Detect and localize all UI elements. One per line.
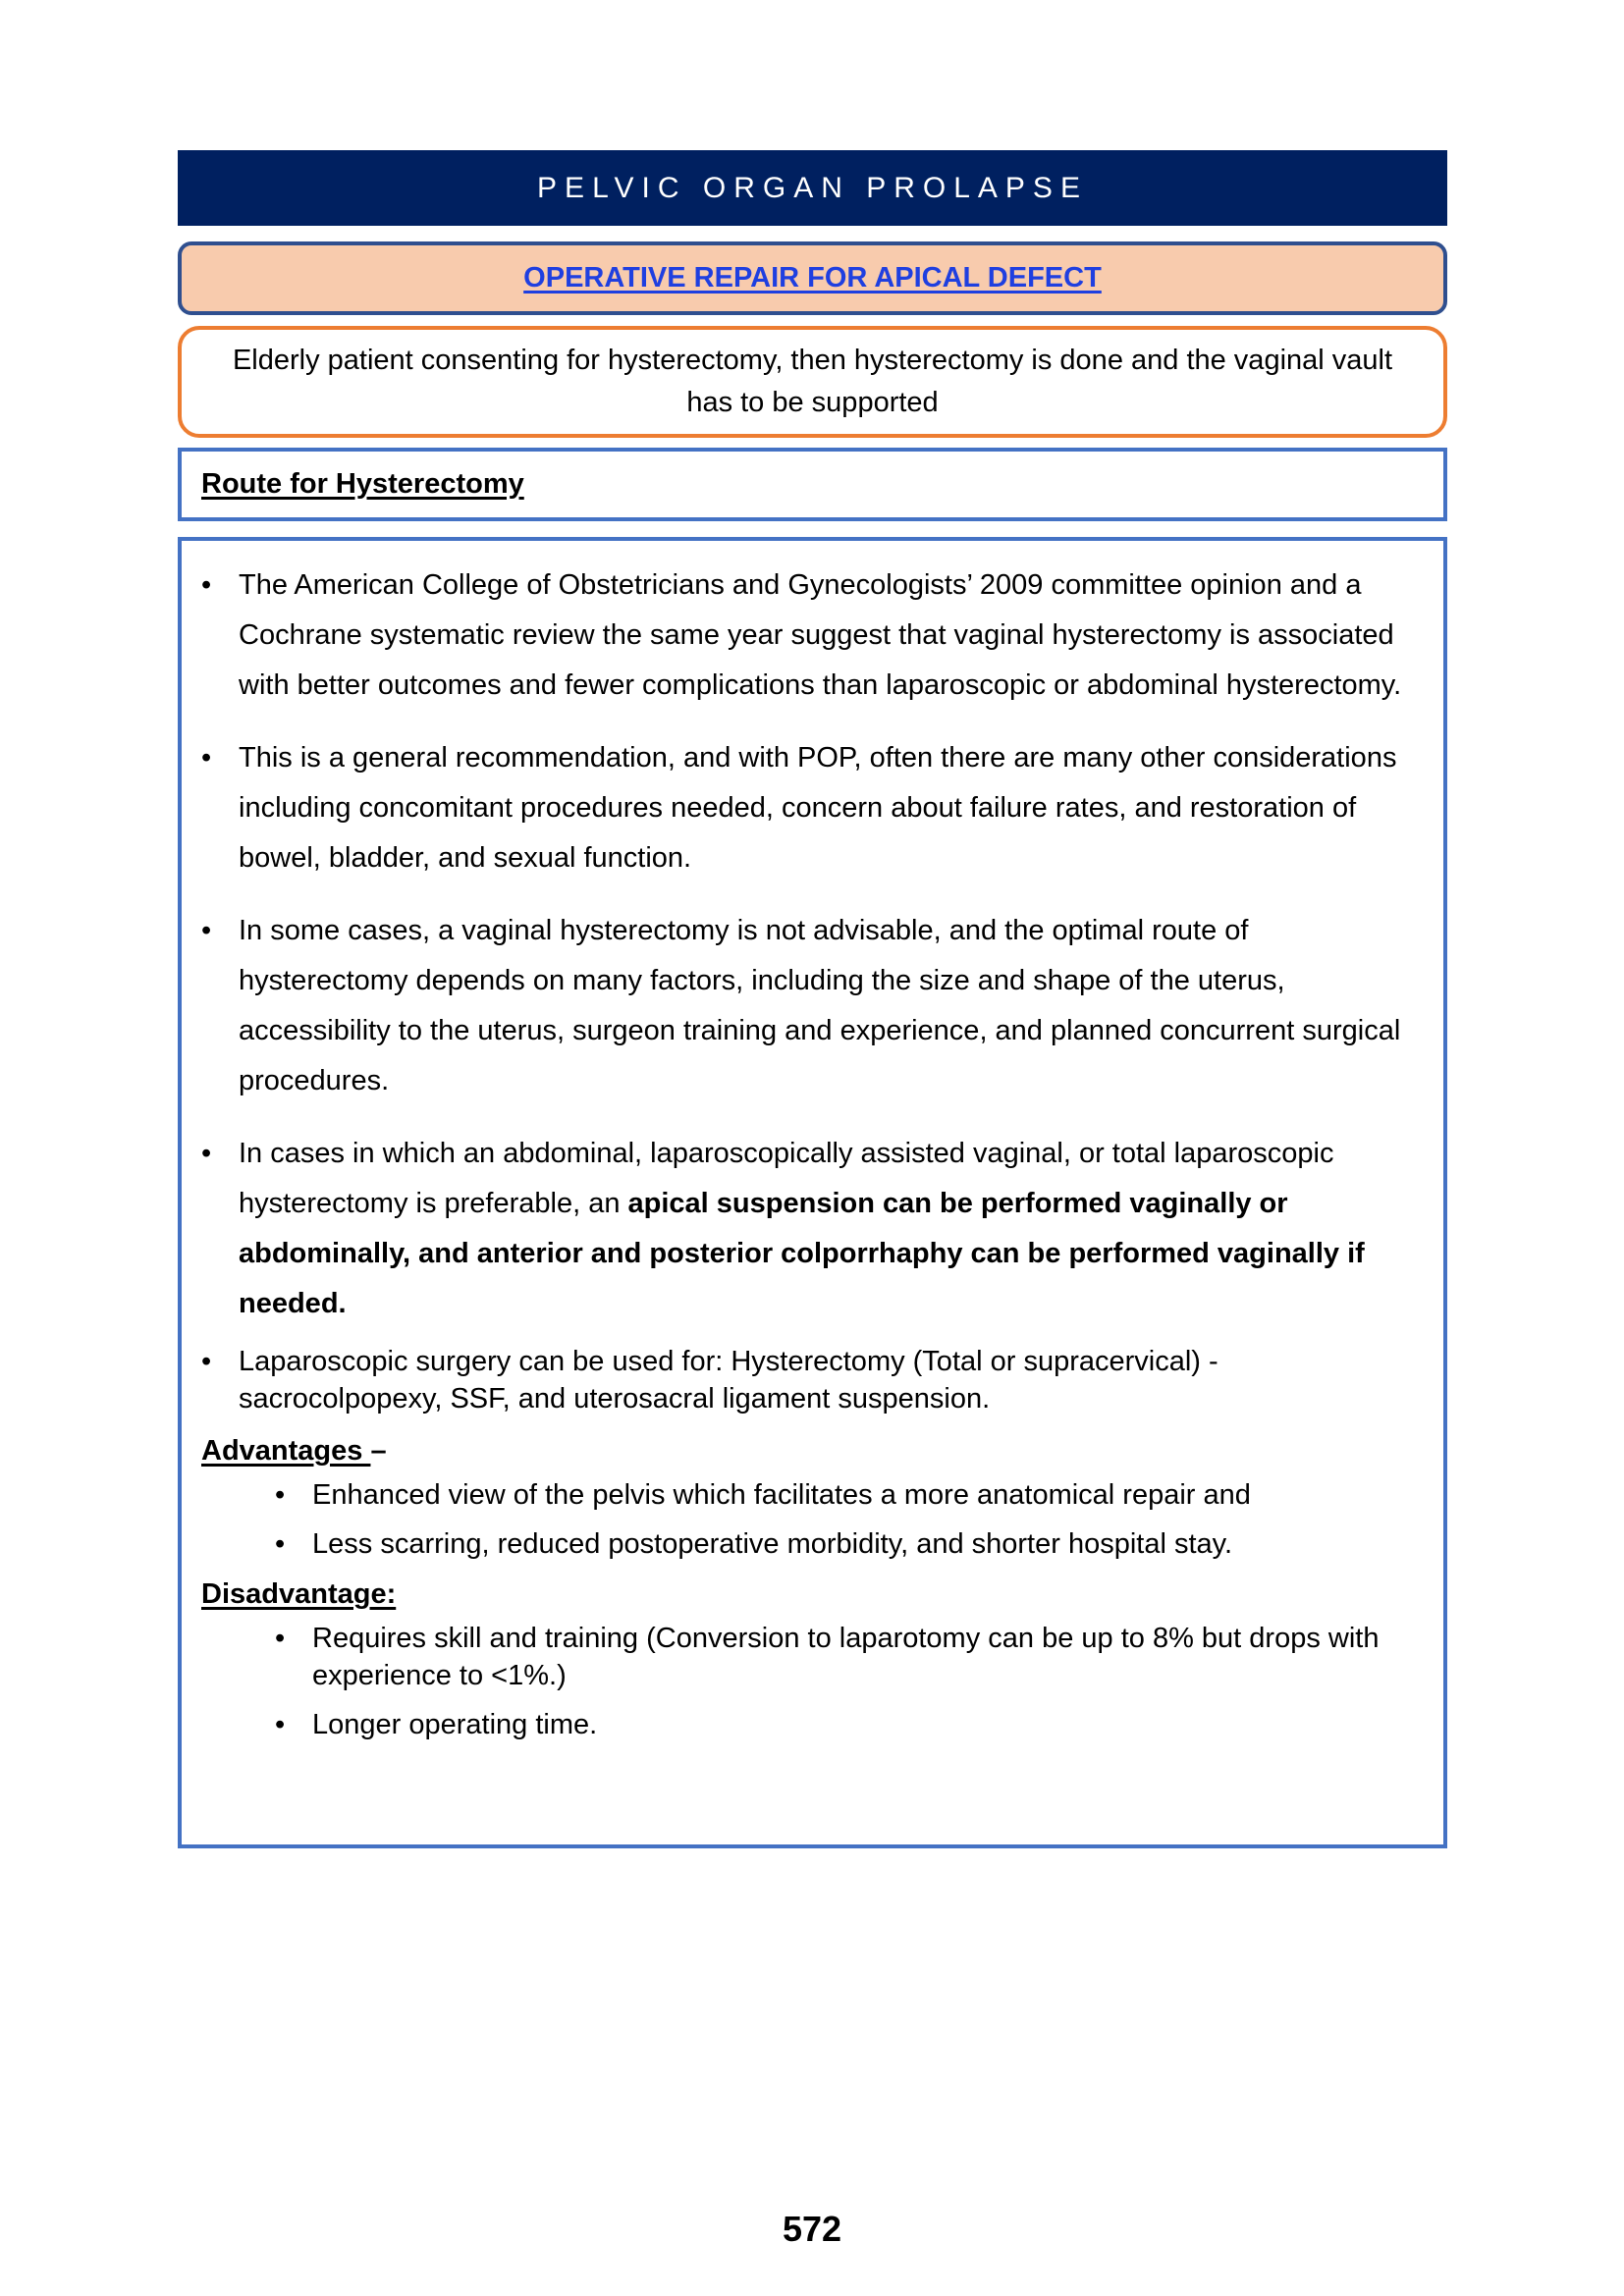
main-bullet-list [201, 561, 1422, 1417]
advantages-list [201, 1476, 1422, 1563]
bullet-text-bold: apical suspension can be performed vaginally or abdominally, and anterior and posterior colporrhaphy can be performed vaginally if needed. [239, 1188, 1365, 1319]
bullet-item [201, 733, 1422, 883]
disadvantage-item: • Requires skill and training (Conversion to laparotomy can be up to 8% but drops with experience to <1%.) [275, 1620, 1382, 1694]
page-header-title: PELVIC ORGAN PROLAPSE [537, 171, 1088, 204]
bullet-item [201, 906, 1422, 1106]
case-scenario-box [178, 326, 1447, 438]
case-scenario-text: Elderly patient consenting for hysterectomy, then hysterectomy is done and the vaginal vault has to be supported [232, 345, 1393, 418]
route-heading: Route for Hysterectomy [201, 468, 524, 500]
bullet-item [201, 561, 1422, 711]
advantages-heading: Advantages – [201, 1435, 387, 1467]
bullet-text: This is a general recommendation, and with POP, often there are many other considerations including concomitant procedures needed, concern about failure rates, and restoration of bowel, bladder, and sexual function. [239, 742, 1397, 874]
advantage-item: • Enhanced view of the pelvis which facilitates a more anatomical repair and [275, 1476, 1422, 1514]
section-title-link[interactable]: OPERATIVE REPAIR FOR APICAL DEFECT [523, 262, 1102, 294]
disadvantages-heading: Disadvantage: [201, 1578, 397, 1610]
disadvantages-list [201, 1620, 1422, 1743]
bullet-text: Laparoscopic surgery can be used for: Hysterectomy (Total or supracervical) - sacrocolpopexy, SSF, and uterosacral ligament suspension. [239, 1346, 1218, 1415]
bullet-text: The American College of Obstetricians and Gynecologists’ 2009 committee opinion and a Cochrane systematic review the same year suggest that vaginal hysterectomy is associated with better outcomes and fewer complications than laparoscopic or abdominal hysterectomy. [239, 569, 1402, 701]
bullet-item [201, 1129, 1422, 1329]
bullet-text: In some cases, a vaginal hysterectomy is not advisable, and the optimal route of hysterectomy depends on many factors, including the size and shape of the uterus, accessibility to the uterus, surgeon training and experience, and planned concurrent surgical procedures. [239, 915, 1401, 1096]
page-number: 572 [782, 2209, 842, 2249]
section-title-box [178, 241, 1447, 315]
bullet-text: In cases in which an abdominal, laparoscopically assisted vaginal, or total laparoscopic hysterectomy is preferable, an [239, 1138, 1334, 1219]
disadvantage-item: • Longer operating time. [275, 1706, 1382, 1743]
main-content-box [178, 537, 1447, 1848]
route-heading-box [178, 448, 1447, 521]
bullet-item [201, 1343, 1422, 1417]
page-header-bar [178, 150, 1447, 226]
advantage-item: • Less scarring, reduced postoperative morbidity, and shorter hospital stay. [275, 1525, 1422, 1563]
